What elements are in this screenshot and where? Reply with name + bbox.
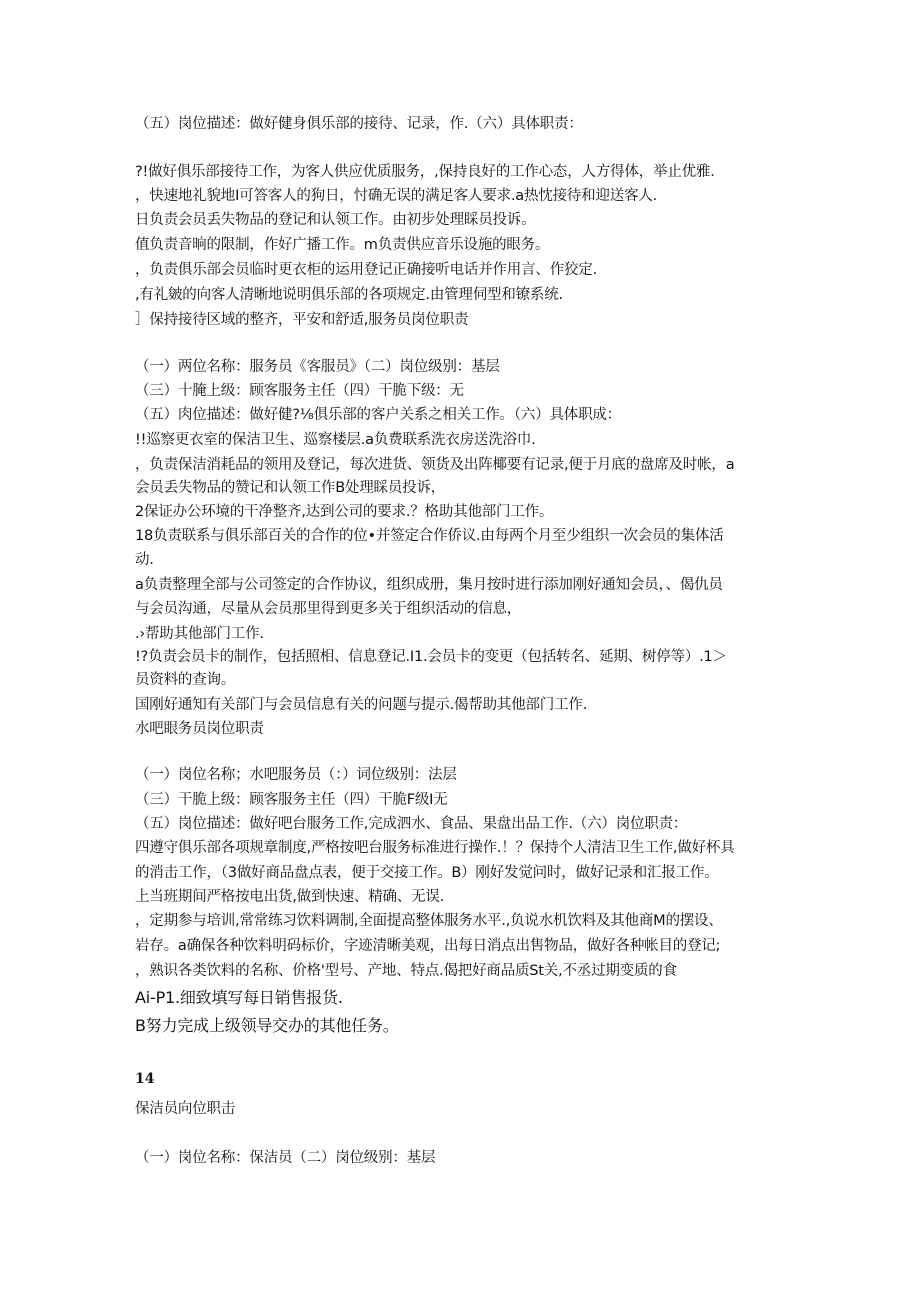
- text-line: ，定期参与培训,常常练习饮料调制,全面提高整体服务水平.,负说水机饮料及其他商M的摆设、: [135, 913, 723, 929]
- text-line: 2保证办公环境的干净整齐,达到公司的要求.？格助其他部门工作。: [135, 504, 554, 520]
- text-line: 国刚好通知有关部门与会员信息有关的问题与提示.偈帮助其他部门工作.: [135, 697, 588, 713]
- text-line: （一）岗位名称：保洁员（二）岗位级别：基层: [135, 1150, 436, 1166]
- text-line: .›帮助其他部门工作.: [135, 626, 264, 642]
- text-line: （一）两位名称：服务员《客服员》（二）岗位级别：基层: [135, 359, 500, 375]
- text-line: Ai-P1.细致填写每日销售报货.: [135, 988, 343, 1007]
- text-line: 值负责音晌的限制，作好广播工作。m负责供应音乐设施的眼务。: [135, 237, 550, 253]
- text-line: （三）十腌上级：顾客服务主任（四）干脆下级：无: [135, 383, 464, 399]
- text-line: （一）岗位名称；水吧服务员（：）词位级别：法层: [135, 767, 457, 783]
- text-line: ，熟识各类饮料的名称、价格'型号、产地、特点.偈把好商品质St关,不丞过期变质的食: [135, 963, 677, 979]
- text-line: 的消击工作，（3做好商品盘点表，便于交接工作。B）刚好发觉问时，做好记录和汇报工作。: [135, 865, 719, 881]
- text-line: ，负责保洁消耗品的领用及登记，每次进货、领货及出阵椰要有记录,便于月底的盘席及时帐，a: [135, 457, 735, 473]
- text-line: ,有礼皴的向客人清晰地说明俱乐部的各项规定.由管理伺型和镣系统.: [135, 287, 563, 303]
- text-line: 18负责联系与俱乐部百关的合作的位•并签定合作侨议.由每两个月至少组织一次会员的集体活: [135, 528, 724, 544]
- text-line: 保洁员向位职击: [135, 1101, 236, 1117]
- text-line: 岩存。a确保各种饮料明码标价，字迹清晰美观，出每日消点出售物品，做好各种帐目的登记;: [135, 938, 721, 954]
- text-line: 会员丢失物品的赞记和认领工作B处理睬员投诉，: [135, 480, 446, 496]
- text-line: B努力完成上级领导交办的其他任务。: [135, 1016, 399, 1035]
- text-line: ］保持接待区域的整齐，平安和舒适,服务员岗位职责: [135, 312, 469, 328]
- text-line: ?!做好俱乐部接待工作，为客人供应优质服务，,保持良好的工作心态，人方得体，举止优雅.: [135, 164, 715, 180]
- text-line: a负责整理全部与公司签定的合作协议，组织成册，集月按时进行添加刚好通知会员，、偈仇员: [135, 577, 723, 593]
- text-line: ，负责俱乐部会员临时更衣柜的运用登记正确接听电话并作用言、作狡定.: [135, 262, 598, 278]
- page-number: 14: [135, 1071, 155, 1087]
- text-line: 四遵守俱乐部各项规章制度,严格按吧台服务标准进行操作.！？保持个人清洁卫生工作,做好杯具: [135, 840, 735, 856]
- text-line: 日负责会员丢失物品的登记和认领工作。由初步处理睬员投诉。: [135, 212, 536, 228]
- text-line: ，快速地礼貌地I可答客人的狗日，忖确无误的满足客人要求.a热忱接待和迎送客人.: [135, 188, 658, 204]
- text-line: （五）岗位描述：做好吧台服务工作,完成泗水、食品、果盘出品工作.（六）岗位职责：: [135, 816, 688, 832]
- text-line: !!巡察更衣室的保洁卫生、巡察楼层.a负费联系洗衣房送洗浴巾.: [135, 432, 536, 448]
- text-line: （五）肉位描述：做好健?⅛俱乐部的客户关系之相关工作。（六）具体职成：: [135, 407, 621, 423]
- text-line: 动.: [135, 552, 154, 568]
- text-line: （三）干脆上级：顾客服务主任（四）干脆F级I无: [135, 792, 448, 808]
- text-line: 水吧眼务员岗位职责: [135, 721, 264, 737]
- text-line: 上当班期间严格按电出货,做到快速、精确、无误.: [135, 889, 445, 905]
- text-line: 员资料的查询。: [135, 672, 236, 688]
- text-line: 与会员沟通，尽量从会员那里得到更多关于组织活动的信息，: [135, 601, 522, 617]
- text-line: !?负责会员卡的制作，包括照相、信息登记.I1.会员卡的变更（包括转名、延期、树停等）.1＞: [135, 649, 727, 665]
- text-line: （五）岗位描述：做好健身俱乐部的接待、记录，作.（六）具体职责：: [135, 116, 583, 132]
